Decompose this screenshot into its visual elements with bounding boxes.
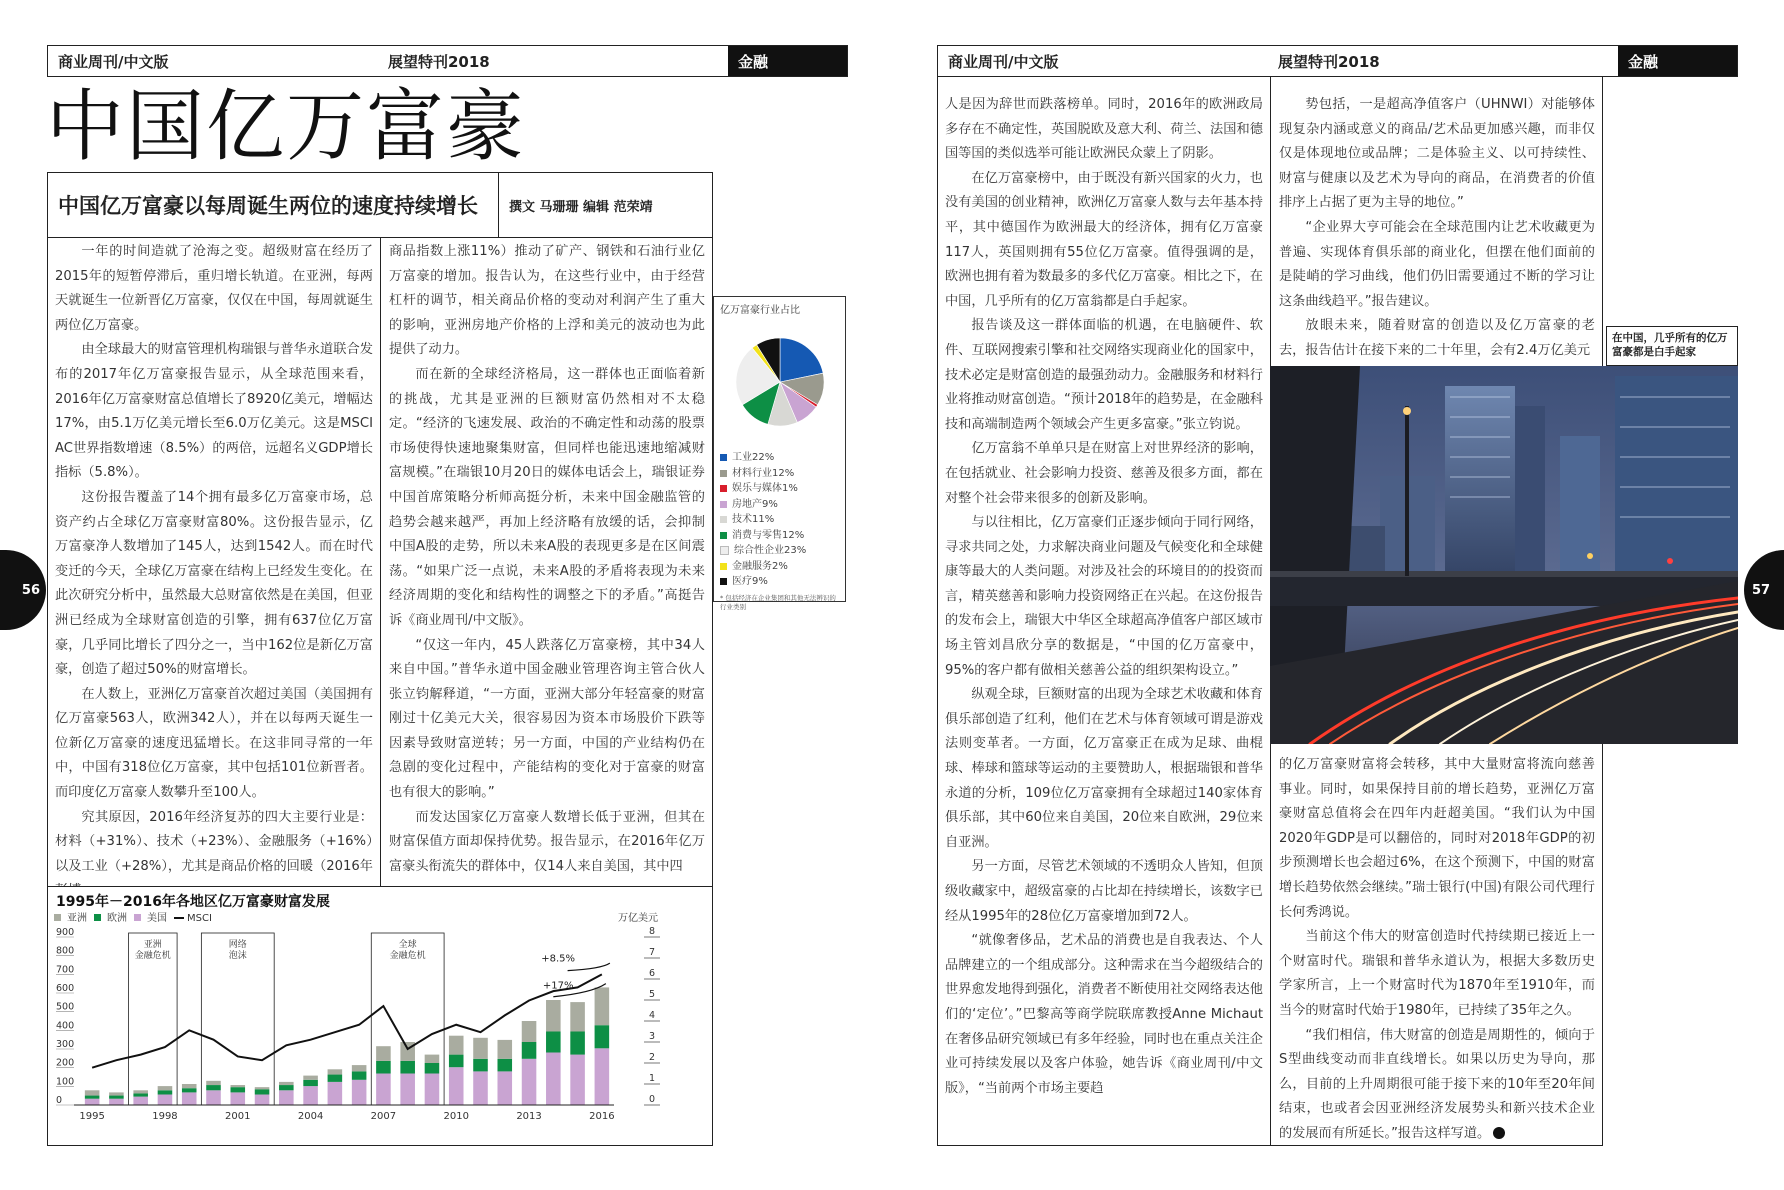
paragraph: 另一方面，尽管艺术领域的不透明众人皆知，但顶级收藏家中，超级富豪的占比却在持续增长，该数字已经从1995年的28位亿万富豪增加到72人。	[945, 859, 1263, 924]
x-tick-label: 1998	[152, 1111, 178, 1122]
article-byline: 撰文 马珊珊 编辑 范荣靖	[509, 199, 653, 215]
legend-item	[720, 574, 839, 590]
bar-segment	[522, 1021, 537, 1042]
paragraph: 报告谈及这一群体面临的机遇，在电脑硬件、软件、互联网搜索引擎和社交网络实现商业化的国家中，技术必定是财富创造的最强劲动力。金融服务和材料行业将推动财富创造。“预计2018年的趋势是，在金融科技和高端制造两个领域会产生更多富豪。”张立钧说。	[945, 318, 1263, 432]
legend-swatch	[720, 578, 727, 585]
column-rule	[937, 77, 938, 1145]
bar-segment	[303, 1080, 318, 1086]
bar-segment	[352, 1080, 367, 1105]
legend-swatch	[720, 485, 727, 492]
legend-swatch	[720, 532, 727, 539]
legend-swatch	[720, 470, 727, 477]
left-tick-label: 600	[56, 983, 75, 994]
end-mark-icon: B	[1493, 1127, 1505, 1139]
legend-swatch	[720, 454, 727, 461]
bar-segment	[206, 1081, 221, 1085]
section-name: 金融	[728, 46, 847, 76]
column-rule	[47, 238, 48, 886]
legend-label: 金融服务2%	[732, 560, 788, 572]
legend-label: 医疗9%	[732, 576, 768, 587]
issue-name: 展望特刊2018	[388, 52, 490, 71]
x-tick-label: 2010	[443, 1111, 469, 1122]
bar-segment	[473, 1059, 488, 1072]
pie-chart	[714, 320, 847, 446]
paragraph: 而发达国家亿万富豪人数增长低于亚洲，但其在财富保值方面却保持优势。报告显示，在2016年亿万富豪头衔流失的群体中，仅14人来自美国，其中四	[389, 809, 705, 874]
paragraph: 而在新的全球经济格局，这一群体也正面临着新的挑战，尤其是亚洲的巨额财富仍然相对不太稳定。“经济的飞速发展、政治的不确定性和动荡的股票市场使得快速地聚集财富，但同样也能迅速地缩减财富规模。”在瑞银10月20日的媒体电话会上，瑞银证券中国首席策略分析师高挺分析，未来中国金融监管的趋势会越来越严，再加上经济略有放缓的话，会抑制中国A股的走势，所以未来A股的表现更多是在区间震荡。“如果广泛一点说，未来A股的矛盾将表现为未来经济周期的变化和结构性的调整之下的矛盾。”高挺告诉《商业周刊/中文版》。	[389, 366, 705, 628]
bar-segment	[595, 1048, 610, 1105]
wealth-chart-panel	[47, 886, 713, 1146]
period-label: 网络	[228, 940, 247, 950]
page-number-right: 57	[1744, 550, 1784, 630]
bar-segment	[376, 1074, 391, 1106]
bar-segment	[400, 1061, 415, 1074]
text-column-1	[55, 240, 373, 904]
legend-swatch	[94, 914, 101, 921]
bar-segment	[85, 1096, 100, 1099]
bar-segment	[400, 1074, 415, 1106]
bar-segment	[449, 1055, 464, 1068]
legend-label: 欧洲	[107, 913, 127, 924]
period-label: 全球	[398, 940, 417, 950]
legend-label: 美国	[147, 913, 167, 924]
bar-segment	[133, 1090, 148, 1093]
legend-item	[720, 497, 839, 513]
period-label: 亚洲	[143, 940, 162, 950]
legend-swatch	[720, 563, 727, 570]
growth-annotation: +17%	[542, 980, 574, 992]
legend-item	[720, 528, 839, 544]
legend-item	[720, 559, 839, 575]
bar-segment	[158, 1086, 173, 1090]
paragraph: 势包括，一是超高净值客户（UHNWI）对能够体现复杂内涵或意义的商品/艺术品更加感兴趣，而非仅仅是体现地位或品牌；二是体验主义、以可持续性、财富与健康以及艺术为导向的商品，在消费者的价值排序上占据了更为主导的地位。”	[1279, 97, 1595, 211]
bar-segment	[279, 1090, 294, 1105]
bar-segment	[255, 1087, 270, 1089]
article-title: 中国亿万富豪	[46, 82, 527, 172]
bar-segment	[230, 1092, 245, 1105]
article-subtitle: 中国亿万富豪以每周诞生两位的速度持续增长	[48, 173, 499, 237]
bar-segment	[497, 1071, 512, 1105]
x-tick-label: 2007	[370, 1111, 397, 1122]
period-label: 泡沫	[228, 951, 247, 961]
legend-label: MSCI	[187, 913, 212, 924]
left-tick-label: 200	[56, 1057, 75, 1069]
left-tick-label: 700	[56, 964, 75, 976]
right-tick-label: 8	[648, 926, 656, 937]
text-column-4-bottom	[1279, 753, 1595, 1147]
bar-segment	[230, 1085, 245, 1087]
bar-segment	[449, 1036, 464, 1055]
paragraph: “企业界大亨可能会在全球范围内让艺术收藏更为普遍、实现体育俱乐部的商业化，但摆在他们面前的是陡峭的学习曲线，他们仍旧需要通过不断的学习让这条曲线趋平。”报告建议。	[1279, 219, 1595, 309]
left-tick-label: 100	[56, 1076, 75, 1088]
bar-segment	[303, 1086, 318, 1105]
bar-segment	[85, 1099, 100, 1105]
pie-chart-title: 亿万富豪行业占比	[720, 305, 800, 316]
text-column-2	[389, 240, 705, 879]
bar-segment	[328, 1075, 343, 1082]
bar-segment	[109, 1092, 124, 1095]
right-tick-label: 7	[648, 947, 656, 958]
photo-caption: 在中国，几乎所有的亿万富豪都是白手起家	[1606, 326, 1738, 366]
issue-name: 展望特刊2018	[1278, 52, 1380, 71]
bar-segment	[570, 1002, 585, 1031]
paragraph: 商品指数上涨11%）推动了矿产、钢铁和石油行业亿万富豪的增加。报告认为，在这些行业中，由于经营杠杆的调节，相关商品价格的变动对利润产生了重大的影响，亚洲房地产价格的上浮和美元的波动也为此提供了动力。	[389, 244, 705, 358]
bar-segment	[328, 1082, 343, 1105]
right-tick-label: 0	[648, 1094, 656, 1105]
paragraph: “我们相信，伟大财富的创造是周期性的，倾向于S型曲线变动而非直线增长。如果以历史为导向，那么，目前的上升周期很可能于接下来的10年至20年间结束，也或者会因亚洲经济发展势头和新兴技术企业的发展而有所延长。”报告这样写道。 B	[1279, 1027, 1595, 1141]
bar-segment	[182, 1088, 197, 1092]
period-label: 金融危机	[389, 951, 426, 961]
bar-segment	[595, 1025, 610, 1048]
legend-label: 亚洲	[67, 913, 87, 924]
left-tick-label: 800	[56, 945, 75, 957]
subtitle-box	[47, 172, 713, 238]
bar-segment	[279, 1085, 294, 1090]
paragraph: 这份报告覆盖了14个拥有最多亿万富豪市场，总资产约占全球亿万富豪财富80%。这份报告显示，亿万富豪净人数增加了145人，达到1542人。而在时代变迁的今天，全球亿万富豪在结构上已经发生变化。在此次研究分析中，虽然最大总财富依然是在美国，但亚洲已经成为全球财富创造的引擎，拥有637位亿万富豪，几乎同比增长了四分之一，当中162位是新亿万富豪，创造了超过50%的财富增长。	[55, 489, 373, 678]
bar-segment	[425, 1063, 440, 1074]
column-rule	[380, 238, 381, 886]
legend-swatch	[720, 546, 729, 555]
section-name: 金融	[1618, 46, 1737, 76]
left-tick-label: 300	[56, 1039, 75, 1050]
column-rule	[1602, 77, 1603, 366]
bar-segment	[109, 1096, 124, 1099]
bar-segment	[279, 1082, 294, 1085]
bar-segment	[497, 1040, 512, 1059]
paragraph: 放眼未来，随着财富的创造以及亿万富豪的老去，报告估计在接下来的二十年里，会有2.4万亿美元	[1279, 318, 1595, 358]
page-header	[47, 45, 848, 77]
bar-segment	[449, 1067, 464, 1105]
bar-segment	[255, 1095, 270, 1106]
legend-label: 消费与零售12%	[732, 529, 805, 541]
legend-label: 技术11%	[732, 514, 775, 525]
legend-label: 材料行业12%	[732, 467, 795, 479]
left-tick-label: 500	[56, 1001, 75, 1013]
bar-segment	[255, 1089, 270, 1094]
bar-segment	[546, 1000, 561, 1032]
paragraph: 一年的时间造就了沧海之变。超级财富在经历了2015年的短暂停滞后，重归增长轨道。在亚洲，每两天就诞生一位新晋亿万富豪，仅仅在中国，每周就诞生两位亿万富豪。	[55, 244, 373, 333]
bar-segment	[522, 1059, 537, 1105]
page-number-left: 56	[0, 550, 46, 630]
bar-segment	[522, 1042, 537, 1059]
publication-name: 商业周刊/中文版	[948, 52, 1059, 71]
bar-segment	[425, 1055, 440, 1063]
paragraph: 的亿万富豪财富将会转移，其中大量财富将流向慈善事业。同时，如果保持目前的增长趋势，亚洲亿万富豪财富总值将会在四年内赶超美国。“我们认为中国2020年GDP是可以翻倍的，同时对2018年GDP的初步预测增长也会超过6%，在这个预测下，中国的财富增长趋势依然会继续。”瑞士银行(中国)有限公司代理行长何秀鸿说。	[1279, 757, 1595, 920]
pie-legend	[714, 450, 845, 590]
legend-item	[720, 543, 839, 559]
right-tick-label: 5	[648, 989, 656, 1000]
legend-item	[720, 466, 839, 482]
paragraph: 纵观全球，巨额财富的出现为全球艺术收藏和体育俱乐部创造了红利，他们在艺术与体育领域可谓是游戏法则变革者。一方面，亿万富豪正在成为足球、曲棍球、棒球和篮球等运动的主要赞助人，根据瑞银和普华永道的分析，109位亿万富豪拥有全球超过140家体育俱乐部，其中60位来自美国，20位来自欧洲，29位来自亚洲。	[945, 687, 1263, 850]
bar-segment	[497, 1059, 512, 1072]
bar-segment	[546, 1032, 561, 1053]
bar-segment	[133, 1097, 148, 1105]
right-tick-label: 4	[648, 1010, 656, 1021]
right-tick-label: 3	[648, 1031, 656, 1042]
paragraph: 在人数上，亚洲亿万富豪首次超过美国（美国拥有亿万富豪563人，欧洲342人），并在以每两天诞生一位新亿万富豪的速度迅猛增长。在这非同寻常的一年中，中国有318位亿万富豪，其中包括101位新晋者。而印度亿万富豪人数攀升至100人。	[55, 686, 373, 801]
wealth-chart	[48, 887, 712, 1145]
chart-title: 1995年－2016年各地区亿万富豪财富发展	[56, 894, 330, 910]
text-column-3	[945, 93, 1263, 1101]
x-tick-label: 1995	[79, 1111, 105, 1122]
x-tick-label: 2001	[225, 1111, 251, 1122]
column-rule	[1602, 744, 1603, 1145]
publication-name: 商业周刊/中文版	[58, 52, 169, 71]
bar-segment	[182, 1084, 197, 1088]
right-axis-unit: 万亿美元	[618, 913, 658, 924]
paragraph: “仅这一年内，45人跌落亿万富豪榜，其中34人来自中国。”普华永道中国金融业管理咨询主管合伙人张立钧解释道，“一方面，亚洲大部分年轻富豪的财富刚过十亿美元大关，很容易因为资本市场股价下跌等因素导致财富逆转；另一方面，中国的产业结构仍在急剧的变化过程中，产能结构的变化对于富豪的财富也有很大的影响。”	[389, 637, 705, 801]
legend-item	[720, 450, 839, 466]
bar-segment	[85, 1090, 100, 1095]
pie-chart-panel	[713, 296, 846, 611]
bar-segment	[158, 1090, 173, 1094]
legend-swatch	[134, 914, 141, 921]
period-label: 金融危机	[134, 951, 171, 961]
bar-segment	[570, 1032, 585, 1055]
bar-segment	[352, 1065, 367, 1071]
legend-label: 工业22%	[732, 452, 775, 463]
legend-label: 房地产9%	[732, 498, 778, 510]
bar-segment	[328, 1069, 343, 1074]
bar-segment	[352, 1071, 367, 1079]
bar-segment	[182, 1092, 197, 1105]
bar-segment	[109, 1099, 124, 1105]
left-tick-label: 400	[56, 1020, 75, 1032]
paragraph: 由全球最大的财富管理机构瑞银与普华永道联合发布的2017年亿万富豪报告显示，从全球范围来看，2016年亿万富豪财富总值增长了8920亿美元，增幅达17%，由5.1万亿美元增长至6.0万亿美元。这是MSCI AC世界指数增速（8.5%）的两倍，远超名义GDP增长指标（5.8%）。	[55, 342, 373, 481]
paragraph: 人是因为辞世而跌落榜单。同时，2016年的欧洲政局多存在不确定性，英国脱欧及意大利、荷兰、法国和德国等国的类似选举可能让欧洲民众蒙上了阴影。	[945, 97, 1263, 162]
city-photo	[1270, 366, 1738, 744]
right-tick-label: 2	[648, 1052, 656, 1063]
bar-segment	[473, 1071, 488, 1105]
legend-item	[720, 512, 839, 528]
legend-swatch	[720, 501, 727, 508]
bar-segment	[158, 1095, 173, 1106]
bar-segment	[376, 1061, 391, 1074]
legend-swatch	[54, 914, 61, 921]
growth-annotation: +8.5%	[541, 953, 576, 965]
x-tick-label: 2004	[297, 1111, 324, 1122]
x-tick-label: 2013	[516, 1111, 542, 1122]
bar-segment	[376, 1046, 391, 1061]
paragraph: 与以往相比，亿万富豪们正逐步倾向于同行网络，寻求共同之处，力求解决商业问题及气候变化和全球健康等最大的人类问题。对涉及社会的环境目的的投资而言，精英慈善和影响力投资网络正在兴起。在这份报告的发布会上，瑞银大中华区全球超高净值客户部区域市场主管刘昌欣分享的数据是，“中国的亿万富豪中，95%的客户都有做相关慈善公益的组织架构设立。”	[945, 515, 1263, 678]
paragraph: 究其原因，2016年经济复苏的四大主要行业是：材料（+31%）、技术（+23%）、金融服务（+16%）以及工业（+28%），尤其是商品价格的回暖（2016年	[55, 809, 373, 874]
bar-segment	[303, 1076, 318, 1080]
bar-segment	[473, 1038, 488, 1059]
legend-label: 娱乐与媒体1%	[732, 483, 798, 494]
left-tick-label: 0	[56, 1095, 63, 1106]
text-column-4-top	[1279, 93, 1595, 364]
bar-segment	[206, 1085, 221, 1090]
bar-segment	[425, 1074, 440, 1106]
paragraph: 当前这个伟大的财富创造时代持续期已接近上一个财富时代。瑞银和普华永道认为，根据大多数历史学家所言，上一个财富时代为1870年至1910年，而当今的财富时代始于1980年，已持续了35年之久。	[1279, 929, 1595, 1018]
bar-segment	[133, 1093, 148, 1096]
right-tick-label: 6	[648, 968, 656, 979]
legend-label: 综合性企业23%	[734, 545, 807, 556]
bar-segment	[546, 1053, 561, 1106]
city-night-image	[1270, 366, 1738, 744]
pie-footnote: * 包括经济在企业集团和其他无法辨识的行业类别	[720, 593, 836, 611]
bar-segment	[595, 987, 610, 1025]
paragraph: “就像奢侈品，艺术品的消费也是自我表达、个人品牌建立的一个组成部分。这种需求在当今超级结合的世界愈发地得到强化，消费者不断使用社交网络表达他们的‘定位’。”巴黎高等商学院联席教授Anne Michaut在奢侈品研究领域已有多年经验，同时也在重点关注企业可持续发展以及客户体验，她告诉《商业周刊/中文版》，“当前两个市场主要趋	[945, 933, 1263, 1096]
page-header	[937, 45, 1738, 77]
bar-segment	[230, 1087, 245, 1092]
left-tick-label: 900	[56, 927, 75, 938]
right-tick-label: 1	[648, 1073, 656, 1084]
paragraph: 在亿万富豪榜中，由于既没有新兴国家的火力，也没有美国的创业精神，欧洲亿万富豪人数与去年基本持平，其中德国作为欧洲最大的经济体，拥有亿万富豪117人，英国则拥有55位亿万富豪。值得强调的是，欧洲也拥有着为数最多的多代亿万富豪。相比之下，在中国，几乎所有的亿万富翁都是白手起家。	[945, 170, 1263, 309]
bar-segment	[570, 1055, 585, 1105]
x-tick-label: 2016	[589, 1111, 615, 1122]
legend-swatch	[720, 516, 727, 523]
bar-segment	[206, 1090, 221, 1105]
legend-item	[720, 481, 839, 497]
paragraph: 亿万富翁不单单只是在财富上对世界经济的影响，在包括就业、社会影响力投资、慈善及很多方面，都在对整个社会带来很多的创新及影响。	[945, 441, 1263, 506]
